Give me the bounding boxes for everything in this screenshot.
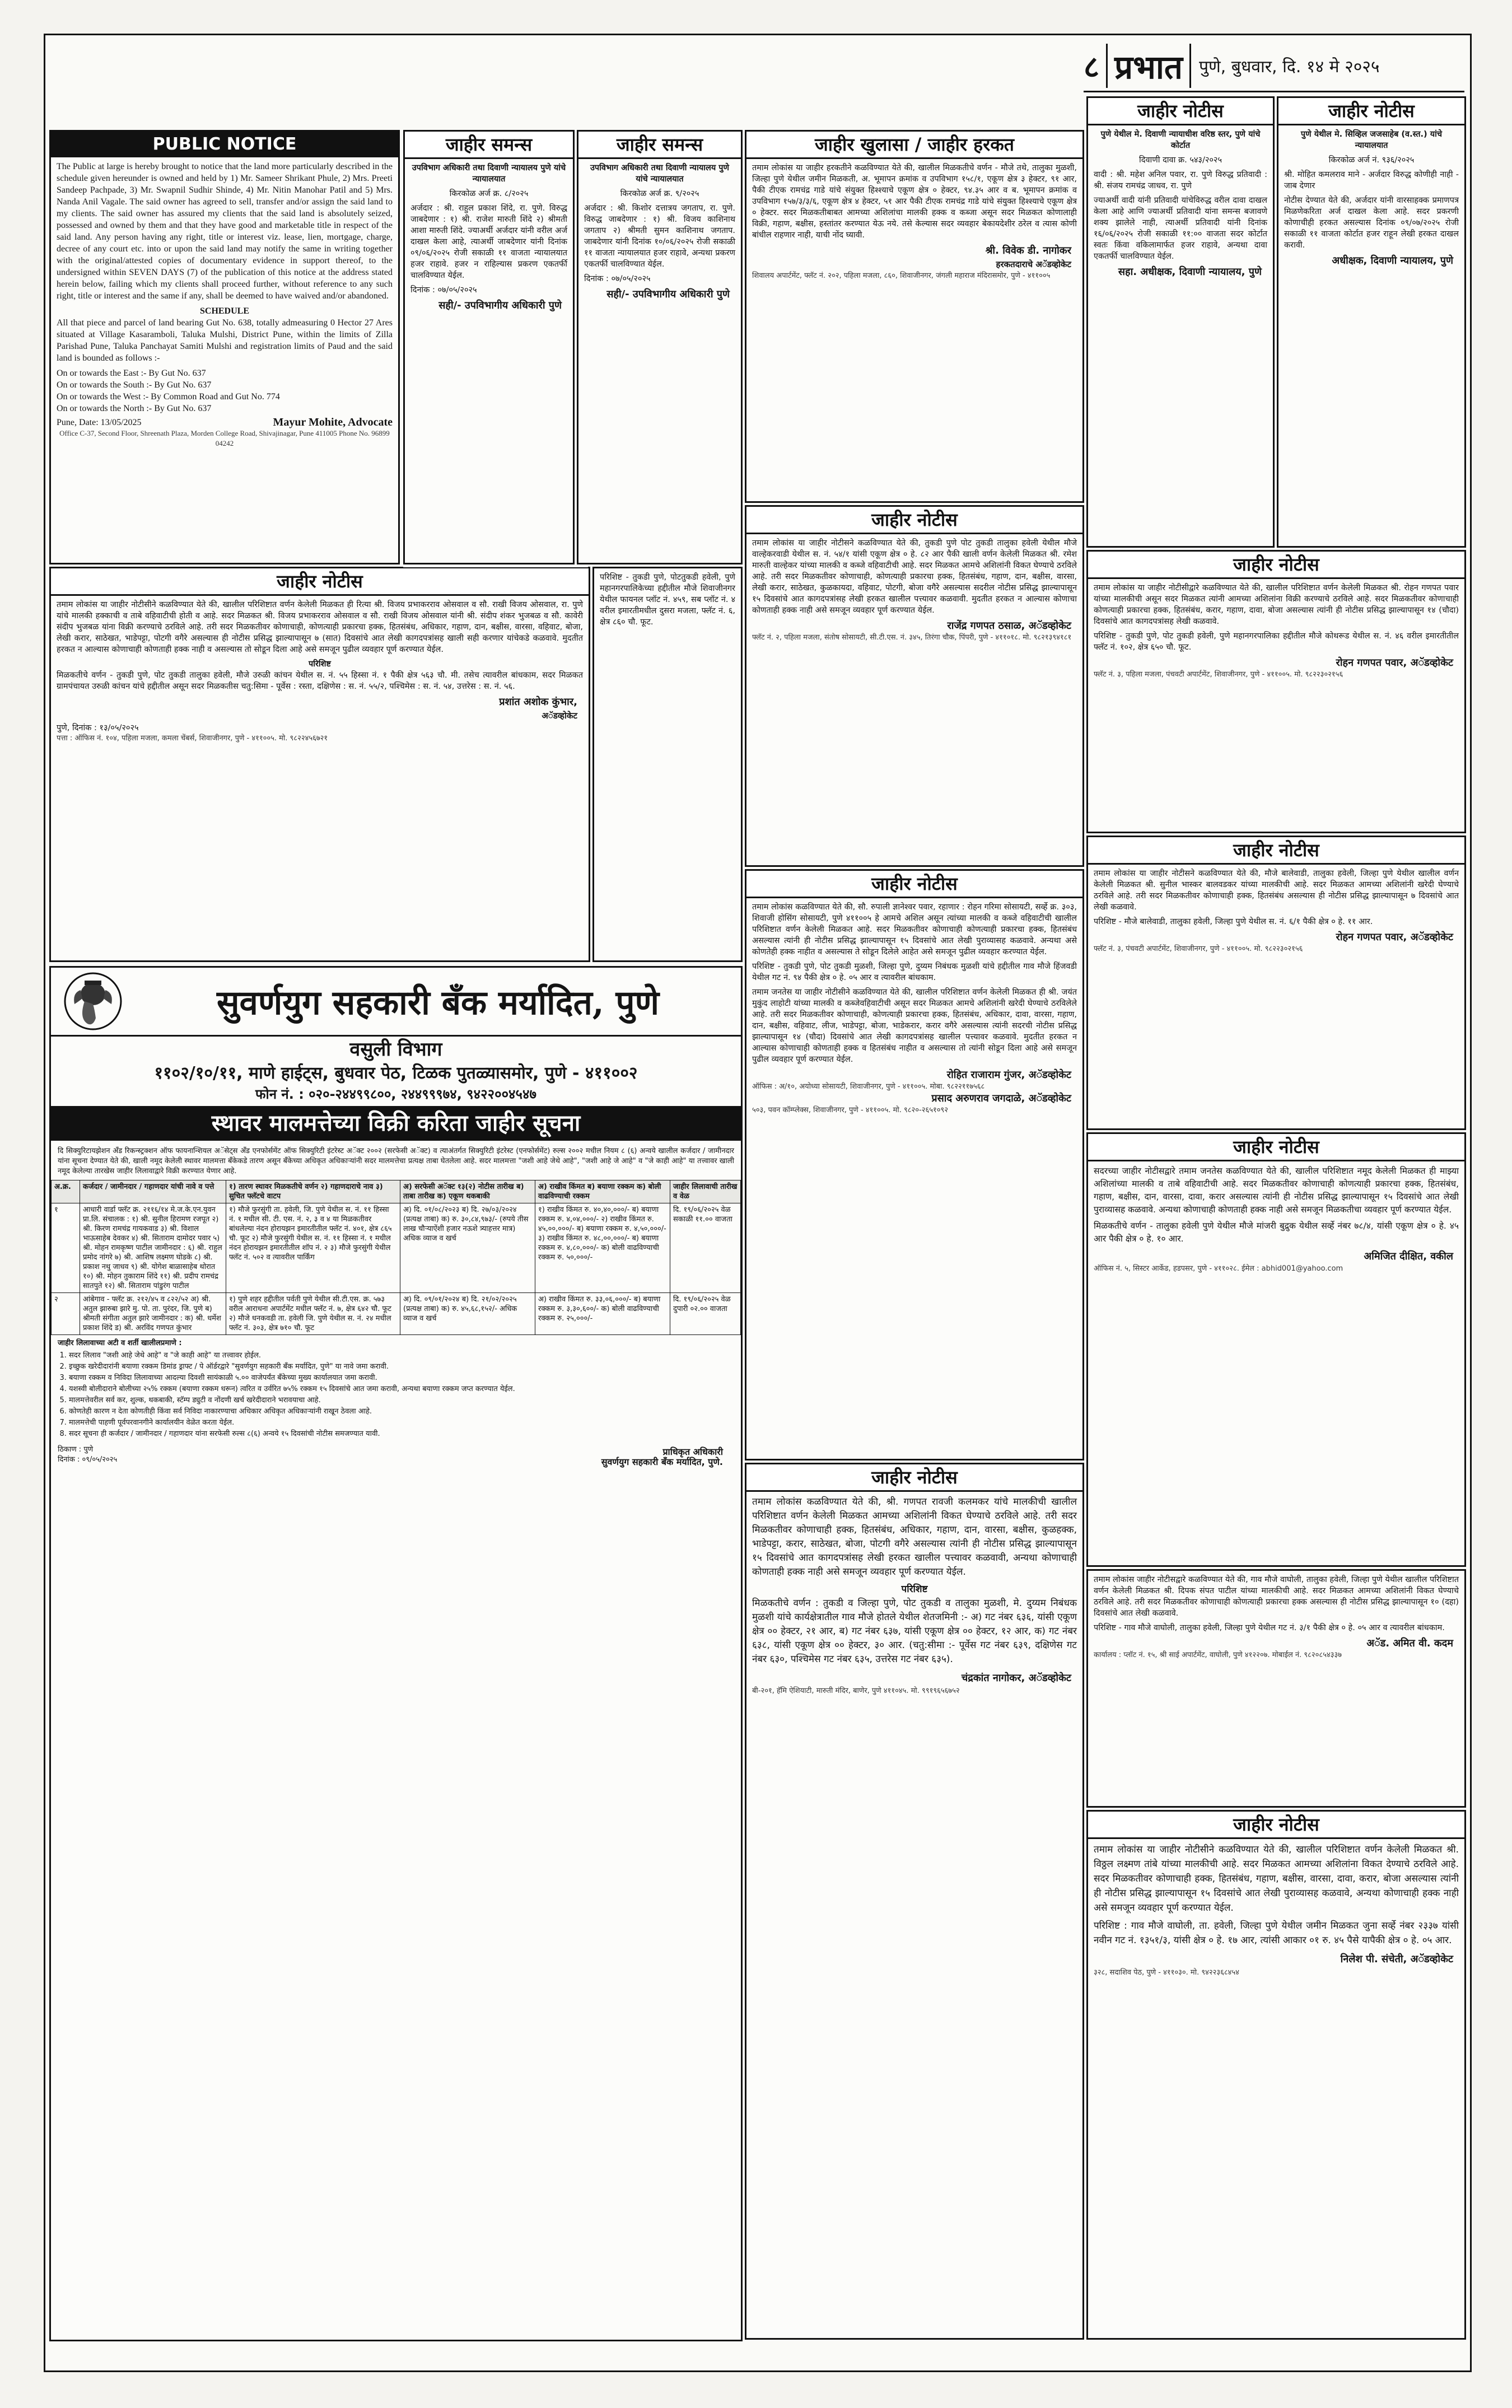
notice-r2 — [1277, 96, 1466, 548]
notice-5-heading: जाहीर नोटीस — [746, 871, 1082, 898]
notice-r7-signer: निलेश पी. संचेती, अॅडव्होकेट — [1340, 1953, 1453, 1965]
notice-r7-body — [1088, 1839, 1464, 1981]
notice-1-signer: प्रशांत अशोक कुंभार, — [499, 696, 577, 708]
masthead — [1084, 40, 1464, 92]
bank-phone: फोन नं. : ०२०-२४४९९८००, २४४९९९७४, ९४२२००४५४७ — [255, 1086, 536, 1102]
term-item: 8. सदर सूचना ही कर्जदार / जामीनदार / गहाणदार यांना सरफेसी रुल्स ८(६) अन्वये १५ दिवसांची नोटीस समजण्यात यावी. — [69, 1429, 734, 1439]
bank-department: वसुली विभाग — [349, 1038, 442, 1061]
notice-r2-sign: अधीक्षक, दिवाणी न्यायालय, पुणे — [1332, 255, 1453, 267]
table-row — [52, 1203, 741, 1293]
notice-r2-heading: जाहीर नोटीस — [1278, 98, 1464, 125]
bank-name: सुवर्णयुग सहकारी बँक मर्यादित, पुणे — [216, 983, 660, 1023]
row-no: २ — [52, 1293, 80, 1335]
notice-6-address: बी-२०१, हॅमि ऐशियाटी, मारुती मंदिर, बाणेर, पुणे ४११०४५. मो. ९९१९६५६७५२ — [752, 1687, 960, 1695]
advocate-name: Mayur Mohite, Advocate — [273, 416, 393, 428]
summons-2-court: उपविभाग अधिकारी तथा दिवाणी न्यायालय पुणे यांचे न्यायालयात — [590, 164, 730, 184]
col-header: अ) राखीव किंमत ब) बयाणा रक्कम क) बोली वाढविण्याची रक्कम — [535, 1180, 670, 1203]
summons-1-court: उपविभाग अधिकारी तथा दिवाणी न्यायालय पुणे यांचे न्यायालयात — [412, 164, 566, 184]
notice-2-side-body — [594, 568, 741, 634]
bank-notice-title: स्थावर मालमत्तेच्या विक्री करिता जाहीर सूचना — [51, 1106, 741, 1141]
notice-r5-text: सदरच्या जाहीर नोटीसद्वारे तमाम जनतेस कळविण्यात येते की, खालील परिशिष्टात नमूद केलेली मिळकत ही माझ्या अशिलांच्या मालकी व ताबे वहिवाटीची आहे. सदर मिळकतीवर कोणाचाही कोणत्याही प्रकारचा हक्क, हितसंबंध, गहाण, बक्षीस, दान, वारसा, दावा, करार असल्यास त्यांनी ही नोटीस प्रसिद्ध झाल्यापासून १५ दिवसांचे आत लेखी पुराव्यासह कळवावे. अन्यथा कोणाचाही कोणताही हक्क नाही असे समजून मिळकतीचा व्यवहार पूर्ण करण्यात येईल. — [1094, 1166, 1459, 1215]
schedule-title: SCHEDULE — [199, 306, 250, 316]
notice-r3-signer: रोहन गणपत पवार, अॅडव्होकेट — [1336, 657, 1453, 669]
notice-r2-parties: श्री. मोहित कमलराव माने - अर्जदार विरुद्ध कोणीही नाही - जाब देणार — [1284, 170, 1459, 190]
notice-4 — [745, 505, 1084, 867]
notice-r3-text: तमाम लोकांस या जाहीर नोटीसीद्वारे कळविण्यात येते की, खालील परिशिष्टात वर्णन केलेली मिळकत श्री. रोहन गणपत पवार यांच्या मालकीची असून सदर मिळकत त्यांनी आमच्या अशिलांना विक्री करण्याचे ठरविले आहे. सदर मिळकतीवर कोणाचाही कोणत्याही प्रकारचा हक्क, हितसंबंध, करार, गहाण, दावा, बोजा असल्यास त्यांनी ही नोटीस प्रसिद्ध झाल्यापासून १४ (चौदा) दिवसांचे आत कागदपत्रांसह लेखी कळवावे. — [1094, 584, 1459, 626]
summons-2-heading: जाहीर समन्स — [578, 132, 741, 159]
notice-2-signer: रोहित राजाराम गुंजर, अॅडव्होकेट — [946, 1069, 1071, 1081]
notice-6 — [745, 1463, 1084, 2340]
summons-1-heading: जाहीर समन्स — [405, 132, 573, 159]
notice-r3-heading: जाहीर नोटीस — [1088, 552, 1464, 579]
notice-r2-text: नोटीस देण्यात येते की, अर्जदार यांनी वारसाहक्क प्रमाणपत्र मिळणेकरिता अर्ज दाखल केला आहे. सदर प्रकरणी कोणाचीही हरकत असल्यास दिनांक ०९/०७/२०२५ रोजी सकाळी ११ वाजता कोर्टात हजर राहून लेखी हरकत दाखल करावी. — [1284, 196, 1459, 250]
notice-r1-parties: वादी : श्री. महेश अनिल पवार, रा. पुणे विरुद्ध प्रतिवादी : श्री. संजय रामचंद्र जाधव, रा. पुणे — [1094, 170, 1267, 190]
notice-r5-body — [1088, 1161, 1464, 1277]
table-row — [52, 1293, 741, 1335]
notice-5 — [745, 869, 1084, 1460]
term-item: 4. यशस्वी बोलीदाराने बोलीच्या २५% रक्कम (बयाणा रक्कम धरून) त्वरित व उर्वरित ७५% रक्कम १५ दिवसांचे आत जमा करावी, अन्यथा बयाणा रक्कम जप्त करण्यात येईल. — [69, 1384, 734, 1394]
bank-intro: दि सिक्युरिटायझेशन अँड रिकन्स्ट्रक्शन ऑफ फायनान्शियल अॅसेट्स अँड एनफोर्समेंट ऑफ सिक्युरिटी इंटरेस्ट अॅक्ट २००२ (सरफेसी अॅक्ट) व त्याअंतर्गत सिक्युरिटी इंटरेस्ट (एनफोर्समेंट) रुल्स २००२ मधील नियम ८ (६) अन्वये खालील कर्जदार / जामीनदार यांना सूचना देण्यात येते की, खाली नमूद केलेली स्थावर मालमत्ता बँकेकडे तारण असून बँकेच्या अधिकृत अधिकाऱ्यांनी सदर मालमत्तेचा प्रत्यक्ष ताबा घेतलेला आहे. सदर मालमत्ता "जशी आहे जेथे आहे", "जशी आहे जे आहे" व "जे काही आहे" या तत्त्वावर खाली नमूद केलेल्या तारखेस जाहीर लिलावाद्वारे विक्री करण्यात येणार आहे. — [58, 1147, 735, 1175]
summons-2-case: किरकोळ अर्ज क्र. ९/२०२५ — [620, 189, 699, 198]
notice-r1-court: पुणे येथील मे. दिवाणी न्यायाधीश वरिष्ठ स्तर, पुणे यांचे कोर्टात — [1100, 130, 1261, 150]
notice-r3 — [1086, 550, 1466, 833]
notice-r5-signer: अमिजित दीक्षित, वकील — [1364, 1250, 1453, 1262]
row-property: १) पुणे शहर हद्दीतील पर्वती पुणे येथील सी.टी.एस. क्र. ५७३ वरील आराधना अपार्टमेंट मधील फ्लॅट नं. ७, क्षेत्र ६४२ चौ. फूट २) मौजे धनकवडी ता. हवेली जि. पुणे येथील स. नं. २४ मधील फ्लॅट नं. ३०३, क्षेत्र ७१० चौ. फूट — [226, 1293, 400, 1335]
notice-r7-heading: जाहीर नोटीस — [1088, 1812, 1464, 1839]
notice-4-address: फ्लॅट नं. २, पहिला मजला, संतोष सोसायटी, सी.टी.एस. नं. ३४५, तिरंगा चौक, पिंपरी, पुणे - ४११०१८. मो. ९८२१३९४१८१ — [752, 633, 1072, 642]
notice-2-address: ऑफिस : अ/१०, अयोध्या सोसायटी, शिवाजीनगर, पुणे - ४११००५. मोबा. ९८२२११७५६८ — [752, 1082, 985, 1091]
row-auction: दि. १९/०६/२०२५ वेळ सकाळी ११.०० वाजता — [670, 1203, 741, 1293]
notice-1-role: अॅडव्होकेट — [542, 711, 577, 721]
notice-1-date: पुणे, दिनांक : १३/०५/२०२५ — [57, 724, 139, 732]
notice-r4-body — [1088, 865, 1464, 958]
term-item: 5. मालमत्तेवरील सर्व कर, शुल्क, थकबाकी, स्टॅम्प ड्युटी व नोंदणी खर्च खरेदीदाराने भरावयाचा आहे. — [69, 1396, 734, 1406]
auction-table-header — [52, 1180, 741, 1203]
bank-title-row — [51, 968, 741, 1037]
notice-r7-text: तमाम लोकांस या जाहीर नोटीसीने कळविण्यात येते की, खालील परिशिष्टात वर्णन केलेली मिळकत श्री. विठ्ठल लक्ष्मण तांबे यांच्या मालकीची आहे. सदर मिळकत आमच्या अशिलांना विकत देण्याचे ठरविले आहे. सदर मिळकतीवर कोणाचाही हक्क, हितसंबंध, गहाण, बक्षीस, वारसा, दावा, करार, बोजा असल्यास त्यांनी ही नोटीस प्रसिद्ध झाल्यापासून १५ दिवसांचे आत लेखी पुराव्यासह कळवावे, अन्यथा कोणाचाही हक्क नाही असे समजून व्यवहार पूर्ण करण्यात येईल. — [1094, 1844, 1459, 1914]
public-notice-body — [51, 157, 398, 452]
row-notice: अ) दि. ०१/०८/२०२३ ब) दि. २७/०३/२०२४ (प्रत्यक्ष ताबा) क) रु. ३०,८४,९७३/- (रुपये तीस लाख चौऱ्याऐंशी हजार नऊशे त्र्याहत्तर मात्र) अधिक व्याज व खर्च — [400, 1203, 535, 1293]
public-notice-title: PUBLIC NOTICE — [51, 132, 398, 157]
summons-1-sign: सही/- उपविभागीय अधिकारी पुणे — [438, 300, 562, 311]
notice-3-text: तमाम लोकांस या जाहीर हरकतीने कळविण्यात येते की, खालील मिळकतीचे वर्णन - मौजे तथे, तालुका मुळशी, जिल्हा पुणे येथील जमीन मिळकती, अ. भूमापन क्रमांक व उपविभाग १५८/१, एकूण क्षेत्र ३ हेक्टर, ९१ आर, पैकी टीएक रामचंद्र गाडे यांचे संयुक्त हिश्श्याचे एकूण क्षेत्र ० हेक्टर, ९४.३५ आर व ब. भूमापन क्रमांक व उपविभाग १५७/३/३/६, एकूण क्षेत्र ४ हेक्टर, ५१ आर पैकी टीएक रामचंद्र गाडे यांचे संयुक्त हिश्श्याचे एकूण क्षेत्र ० हेक्टर. सदर मिळकतीबाबत आमच्या अशिलांचा मालकी हक्क व कब्जा असून सदर मिळकत कोणालाही विक्री, गहाण, बक्षीस, हस्तांतर करण्यात येऊ नये. तसे केल्यास सदर व्यवहार बेकायदेशीर ठरेल व त्यास कोणी बांधील राहणार नाही, याची नोंद घ्यावी. — [752, 164, 1077, 240]
notice-5-body — [746, 898, 1082, 1119]
notice-3-body — [746, 159, 1082, 284]
bound-east: On or towards the East :- By Gut No. 637 — [57, 368, 206, 378]
notice-6-heading: जाहीर नोटीस — [746, 1464, 1082, 1492]
notice-2-schedule: परिशिष्ट - तुकडी पुणे, पोटतुकडी हवेली, पुणे महानगरपालिकेच्या हद्दीतील मौजे शिवाजीनगर येथील फायनल प्लॉट नं. ४५९, सब प्लॉट नं. ४ वरील इमारतीमधील दुसरा मजला, फ्लॅट नं. ६, क्षेत्र ८६० चौ. फूट. — [600, 573, 735, 627]
notice-r3-body — [1088, 579, 1464, 683]
notice-2-text: तमाम जनतेस या जाहीर नोटीसीने कळविण्यात येते की, खालील परिशिष्टात वर्णन केलेली मिळकत ही श्री. जयंत मुकुंद लाहोटी यांच्या मालकी व कब्जेवहिवाटीची असून सदर मिळकत आमचे अशिलांनी खरेदी घेण्याचे ठरविलेले आहे. तरी सदर मिळकतीवर कोणाचाही, कोणत्याही प्रकारचा हक्क, हितसंबंध, अधिकार, दावा, वारसा, गहाण, दान, बक्षीस, वहिवाट, लीज, भाडेपट्टा, बोजा, भाडेकरार, करार वगैरे असल्यास त्यांनी सदरची नोटीस प्रसिद्ध झाल्यापासून १४ (चौदा) दिवसांचे आत लेखी कागदपत्रांसह खालील पत्त्यावर कळवावे. मुदतीत हरकत न आल्यास कोणाचाही कोणताही हक्क व हितसंबंध नाहीत व असल्यास तो त्यांनी सोडून दिला आहे असे समजून पुढील व्यवहार पूर्ण करण्यात येईल. — [752, 988, 1077, 1064]
notice-r4-signer: रोहन गणपत पवार, अॅडव्होकेट — [1336, 931, 1453, 943]
col-header: अ) सरफेसी अॅक्ट १३(२) नोटीस तारीख ब) ताबा तारीख क) एकूण थकबाकी — [400, 1180, 535, 1203]
notice-6-schedule: मिळकतीचे वर्णन : तुकडी व जिल्हा पुणे, पोट तुकडी व तालुका मुळशी, मे. दुय्यम निबंधक मुळशी यांचे कार्यक्षेत्रातील गाव मौजे होतले येथील शेतजमिनी :- अ) गट नंबर ६३६, यांसी एकूण क्षेत्र ०० हेक्टर, २१ आर, ब) गट नंबर ६३७, यांसी एकूण क्षेत्र ०० हेक्टर, १२ आर, क) गट नंबर ६३८, यांसी एकूण क्षेत्र ०० हेक्टर, ३० आर. (चतु:सीमा :- पूर्वेस गट नंबर ६३९, दक्षिणेस गट नंबर ६३०, पश्चिमेस गट नंबर ६३५, उत्तरेस गट नंबर ६३५). — [752, 1598, 1077, 1665]
notice-r4-text: तमाम लोकांस या जाहीर नोटीसने कळविण्यात येते की, मौजे बालेवाडी, तालुका हवेली, जिल्हा पुणे येथील खालील वर्णन केलेली मिळकत श्री. सुनील भास्कर बालवडकर यांच्या मालकीची आहे. सदर मिळकत आमच्या अशिलांनी खरेदी घेण्याचे ठरविले आहे. तरी सदर मिळकतीवर कोणाचाही हक्क, हितसंबंध असल्यास ही नोटीस प्रसिद्ध झाल्यापासून ७ दिवसांचे आत लेखी कळवावे. — [1094, 869, 1459, 912]
term-item: 2. इच्छुक खरेदीदारांनी बयाणा रक्कम डिमांड ड्राफ्ट / पे ऑर्डरद्वारे "सुवर्णयुग सहकारी बँक मर्यादित, पुणे" या नावे जमा करावी. — [69, 1362, 734, 1372]
notice-r4-address: फ्लॅट नं. ३, पंचवटी अपार्टमेंट, शिवाजीनगर, पुणे - ४११००५. मो. ९८२२३०२१५६ — [1094, 945, 1303, 953]
notice-5-address: ५०३, पवन कॉम्प्लेक्स, शिवाजीनगर, पुणे - ४११००५. मो. ९८२०-२६५१०९२ — [752, 1106, 949, 1114]
notice-r3-schedule: परिशिष्ट - तुकडी पुणे, पोट तुकडी हवेली, पुणे महानगरपालिका हद्दीतील मौजे कोथरूड येथील स. नं. ४६ वरील इमारतीतील फ्लॅट नं. १०२, क्षेत्र ६५० चौ. फूट. — [1094, 632, 1459, 652]
notice-r6-signer: अॅड. अमित वी. कदम — [1366, 1637, 1453, 1649]
notice-1-text: तमाम लोकांस या जाहीर नोटीसीने कळविण्यात येते की, खालील परिशिष्टात वर्णन केलेली मिळकत ही रित्या श्री. विजय प्रभाकरराव ओसवाल व सौ. राखी विजय ओसवाल, रा. पुणे यांचे मालकी हक्काची व ताबे वहिवाटीची होती व आहे. सदर मिळकत श्री. विजय प्रभाकरराव ओसवाल व सौ. राखी विजय ओसवाल यांनी श्री. संदीप शंकर भुजबळ व सौ. कावेरी संदीप भुजबळ यांना विक्री करण्याचे ठरविले आहे. तरी सदर मिळकतीवर कोणाचाही, कोणत्याही प्रकारचा हक्क, हितसंबंध, अधिकार, गहाण, दान, बक्षीस, वारसा, वहिवाट, बोजा, लेखी करार, साठेखत, भाडेपट्टा, पोटगी वगैरे असल्यास ही नोटीस प्रसिद्ध झाल्यापासून ७ (सात) दिवसांचे आत लेखी कागदपत्रांसह खाली सही करणार यांचेकडे कळवावे. मुदतीत हरकत न आल्यास कोणाचाही कोणताही हक्क नाही व असल्यास तो सोडून दिला आहे असे समजून पुढील व्यवहार पूर्ण करण्यात येईल. — [57, 600, 583, 654]
notice-r1-text: ज्याअर्थी वादी यांनी प्रतिवादी यांचेविरुद्ध वरील दावा दाखल केला आहे आणि ज्याअर्थी प्रतिवादी यांना समन्स बजावणे शक्य झालेले नाही, त्याअर्थी प्रतिवादी यांनी दिनांक १६/०६/२०२५ रोजी सकाळी ११:०० वाजता सदर कोर्टात स्वतः किंवा वकिलामार्फत हजर राहावे, अन्यथा दावा एकतर्फी चालविण्यात येईल. — [1094, 196, 1267, 261]
row-borrower: आधारी वार्डा फ्लॅट क्र. २११६/१४ मे.ज.के.एन.युवन प्रा.लि. संचालक : १) श्री. सुनील हिरामण रजपूत २) श्री. किरण रामचंद्र गायकवाड ३) श्री. विशाल भाऊसाहेब देवकर ४) श्री. सिताराम दामोदर पवार ५) श्री. मोहन रामकृष्ण पाटील जामीनदार : ६) श्री. राहुल प्रमोद नांगरे ७) श्री. आशिष लक्ष्मण घोडके ८) श्री. प्रकाश नथु जाधव ९) श्री. योगेश बाळासाहेब थोरात १०) श्री. मोहन तुकाराम शिंदे ११) श्री. प्रदीप रामचंद्र सातपुते १२) श्री. सिताराम पांडुरंग पाटील — [80, 1203, 226, 1293]
summons-1 — [403, 130, 575, 564]
summons-1-body — [405, 159, 573, 319]
row-no: १ — [52, 1203, 80, 1293]
notice-6-body — [746, 1492, 1082, 1700]
summons-2-body — [578, 159, 741, 308]
row-notice: अ) दि. ०९/०१/२०२४ ब) दि. २१/०२/२०२५ (प्रत्यक्ष ताबा) क) रु. ४५,६८,१५२/- अधिक व्याज व खर्च — [400, 1293, 535, 1335]
notice-1-schedule-title: परिशिष्ट — [308, 660, 331, 669]
notice-r7-schedule: परिशिष्ट : गाव मौजे वाघोली, ता. हवेली, जिल्हा पुणे येथील जमीन मिळकत जुना सर्व्हे नंबर २३३७ यांसी नवीन गट नं. १३५१/३, यांसी क्षेत्र ० हे. १७ आर, त्यांसी आकार ०१ रु. ४५ पैसे यापैकी क्षेत्र ० हे. ०५ आर. — [1094, 1920, 1459, 1946]
notice-3-address: शिवालय अपार्टमेंट, फ्लॅट नं. २०२, पहिला मजला, ८६०, शिवाजीनगर, जंगली महाराज मंदिरासमोर, पुणे - ४११००५ — [752, 272, 1051, 280]
notice-r6-schedule: परिशिष्ट - गाव मौजे वाघोली, तालुका हवेली, जिल्हा पुणे येथील गट नं. ३/१ पैकी क्षेत्र ० हे. ०५ आर व त्यावरील बांधकाम. — [1094, 1623, 1445, 1632]
page-number: ८ — [1084, 49, 1100, 85]
notice-1-schedule: मिळकतीचे वर्णन - तुकडी पुणे, पोट तुकडी तालुका हवेली, मौजे उरुळी कांचन येथील स. नं. ५५ हिस्सा नं. १ पैकी क्षेत्र ५६३ चौ. मी. तसेच त्यावरील बांधकाम, सदर मिळकत ग्रामपंचायत उरुळी कांचन यांचे हद्दीतील असून सदर मिळकतीस चतु:सिमा - पूर्वेस : रस्ता, दक्षिणेस : स. नं. ५५/२, पश्चिमेस : स. नं. ५४, उत्तरेस : स. नं. ५६. — [57, 671, 583, 691]
notice-r2-body — [1278, 125, 1464, 271]
notice-r6-text: तमाम लोकांस जाहीर नोटीसद्वारे कळविण्यात येते की, गाव मौजे वाघोली, तालुका हवेली, जिल्हा पुणे येथील खालील परिशिष्टात वर्णन केलेली मिळकत श्री. दिपक संपत पाटील यांच्या मालकीची आहे. सदर मिळकत आमच्या अशिलांनी विकत घेण्याचे ठरविले आहे. तरी सदर मिळकतीवर कोणाचाही कोणत्याही प्रकारचा हक्क असल्यास ही नोटीस प्रसिद्ध झाल्यापासून १० (दहा) दिवसांचे आत लेखी कळवावे. — [1094, 1575, 1459, 1618]
notice-3-heading: जाहीर खुलासा / जाहीर हरकत — [746, 132, 1082, 159]
terms-title: जाहीर लिलावाच्या अटी व शर्ती खालीलप्रमाणे : — [58, 1339, 182, 1347]
term-item: 6. कोणतेही कारण न देता कोणतीही किंवा सर्व निविदा नाकारण्याचा अधिकार अधिकृत अधिकाऱ्यांनी राखून ठेवला आहे. — [69, 1407, 734, 1417]
bank-ganesh-logo-icon — [57, 970, 129, 1032]
notice-date: Pune, Date: 13/05/2025 — [57, 418, 142, 427]
notice-2-side — [592, 567, 743, 962]
notice-1-address: पत्ता : ऑफिस नं. १०४, पहिला मजला, कमला चेंबर्स, शिवाजीनगर, पुणे - ४११००५. मो. ९८२२४५६७२१ — [57, 734, 328, 743]
bank-address: ११०२/१०/११, माणे हाईट्स, बुधवार पेठ, टिळक पुतळ्यासमोर, पुणे - ४११००२ — [154, 1063, 638, 1083]
term-item: 1. सदर लिलाव "जशी आहे जेथे आहे" व "जे काही आहे" या तत्त्वावर होईल. — [69, 1351, 734, 1361]
row-reserve: १) राखीव किंमत रु. ४०,४०,०००/- ब) बयाणा रक्कम रु. ४,०४,०००/- २) राखीव किंमत रु. ४५,००,०००/- ब) बयाणा रक्कम रु. ४,५०,०००/- ३) राखीव किंमत रु. ४८,००,०००/- ब) बयाणा रक्कम रु. ४,८०,०००/- क) बोली वाढविण्याची रक्कम रु. ५०,०००/- — [535, 1203, 670, 1293]
bank-date: दिनांक : ०९/०५/२०२५ — [58, 1455, 118, 1464]
bound-west: On or towards the West :- By Common Road and Gut No. 774 — [57, 392, 280, 402]
col-header: १) तारण स्थावर मिळकतीचे वर्णन २) गहाणदाराचे नाव ३) सुचित फ्लॅटचे वाटप — [226, 1180, 400, 1203]
date-line: पुणे, बुधवार, दि. १४ मे २०२५ — [1198, 57, 1380, 77]
notice-r2-court: पुणे येथील मे. सिव्हिल जजसाहेब (व.स्त.) यांचे न्यायालयात — [1300, 130, 1443, 150]
notice-4-text: तमाम लोकांस या जाहीर नोटीसने कळविण्यात येते की, तुकडी पुणे पोट तुकडी तालुका हवेली येथील मौजे वाल्हेकरवाडी येथील स. नं. ५४/१ यांसी एकूण क्षेत्र ० हे. ८२ आर पैकी खाली वर्णन केलेली मिळकत श्री. रमेश मारुती वाल्हेकर यांच्या मालकी व कब्जे वहिवाटीची आहे. सदर मिळकत आमचे अशिलांनी विकत घेण्याचे ठरविले आहे. तरी सदर मिळकतीवर कोणाचाही, कोणत्याही प्रकारचा हक्क, हितसंबंध, गहाण, दान, बक्षीस, वारसा, लेखी करार, साठेखत, कुळकायदा, वहिवाट, पोटगी, बोजा वगैरे असल्यास सदरील नोटीस प्रसिद्ध झाल्यापासून १५ दिवसांचे आत कागदपत्रांसह लेखी हरकत खालील पत्त्यावर कळवावी. मुदतीत हरकत न आल्यास कोणाचा कोणताही हक्क नाही असे समजून व्यवहार पूर्ण करण्यात येईल. — [752, 539, 1077, 615]
advocate-address: Office C-37, Second Floor, Shreenath Plaza, Morden College Road, Shivajinagar, Pune 411005 Phone No. 96899 04242 — [59, 429, 390, 447]
notice-6-signer: चंद्रकांत नागोकर, अॅडव्होकेट — [961, 1672, 1071, 1684]
summons-1-text: अर्जदार : श्री. राहुल प्रकाश शिंदे, रा. पुणे. विरुद्ध जाबदेणार : १) श्री. राजेश मारुती शिंदे २) श्रीमती आशा मारुती शिंदे. ज्याअर्थी अर्जदार यांनी वरील अर्ज दाखल केला आहे, त्याअर्थी जाबदेणार यांनी दिनांक ०९/०६/२०२५ रोजी सकाळी ११ वाजता न्यायालयात हजर राहावे. हजर न राहिल्यास प्रकरण एकतर्फी चालविण्यात येईल. — [410, 204, 567, 280]
term-item: 3. बयाणा रक्कम व निविदा लिलावाच्या आदल्या दिवशी सायंकाळी ५.०० वाजेपर्यंत बँकेच्या मुख्य कार्यालयात जमा करावी. — [69, 1373, 734, 1383]
term-item: 7. मालमत्तेची पाहणी पूर्वपरवानगीने कार्यालयीन वेळेत करता येईल. — [69, 1418, 734, 1428]
bank-sign-title: प्राधिकृत अधिकारी — [662, 1446, 723, 1457]
notice-6-text: तमाम लोकांस कळविण्यात येते की, श्री. गणपत रावजी कलमकर यांचे मालकीची खालील परिशिष्टात वर्णन केलेली मिळकत आमच्या अशिलांनी विकत घेण्याचे ठरविले आहे. तरी सदर मिळकतीवर कोणाचाही हक्क, हितसंबंध, अधिकार, गहाण, दान, वारसा, बक्षीस, कुळहक्क, भाडेपट्टा, करार, साठेखत, बोजा, पोटगी वगैरे असल्यास त्यांनी ही नोटीस प्रसिद्ध झाल्यापासून १५ दिवसांचे आत कागदपत्रांसह लेखी हरकत खालील पत्त्यावर कळवावी, अन्यथा कोणाचाही कोणताही हक्क नाही असे समजून व्यवहार पूर्ण करण्यात येईल. — [752, 1496, 1077, 1578]
notice-1-body — [51, 596, 589, 747]
notice-r6 — [1086, 1569, 1466, 1808]
notice-r4-schedule: परिशिष्ट - मौजे बालेवाडी, तालुका हवेली, जिल्हा पुणे येथील स. नं. ६/१ पैकी क्षेत्र ० हे. ११ आर. — [1094, 917, 1373, 926]
notice-3-signer: श्री. विवेक डी. नागोकर — [985, 245, 1071, 256]
col-header: जाहीर लिलावाची तारीख व वेळ — [670, 1180, 741, 1203]
row-reserve: अ) राखीव किंमत रु. ३३,०६,०००/- ब) बयाणा रक्कम रु. ३,३०,६००/- क) बोली वाढविण्याची रक्कम रु. २५,०००/- — [535, 1293, 670, 1335]
notice-r5-schedule: मिळकतीचे वर्णन - तालुका हवेली पुणे येथील मौजे मांजरी बुद्रुक येथील सर्व्हे नंबर ७८/४, यांसी एकूण क्षेत्र ० हे. ४५ आर पैकी क्षेत्र ० हे. १० आर. — [1094, 1221, 1459, 1244]
notice-4-heading: जाहीर नोटीस — [746, 507, 1082, 534]
summons-2-text: अर्जदार : श्री. किशोर दत्तात्रय जगताप, रा. पुणे. विरुद्ध जाबदेणार : १) श्री. विजय काशिनाथ जगताप २) श्रीमती सुमन काशिनाथ जगताप. जाबदेणार यांनी दिनांक १०/०६/२०२५ रोजी सकाळी ११ वाजता न्यायालयात हजर राहावे, अन्यथा प्रकरण एकतर्फी चालविण्यात येईल. — [584, 204, 735, 269]
notice-r6-body — [1088, 1571, 1464, 1664]
row-borrower: आंबेगाव - फ्लॅट क्र. २१२/४५ व ८२२/५२ अ) श्री. अतुल झारुबा झारे मु. पो. ता. पुरंदर, जि. पुणे ब) श्रीमती संगीता अतुल झारे जामीनदार : क) श्री. धर्मेश प्रकाश शिंदे ड) श्री. अरविंद गणपत कुंभार — [80, 1293, 226, 1335]
notice-r1-heading: जाहीर नोटीस — [1088, 98, 1273, 125]
notice-r7 — [1086, 1810, 1466, 2340]
notice-r2-case: किरकोळ अर्ज नं. ९३६/२०२५ — [1328, 156, 1415, 165]
notice-r5 — [1086, 1132, 1466, 1567]
notice-4-signer: राजेंद्र गणपत ठसाळ, अॅडव्होकेट — [947, 620, 1071, 632]
notice-3 — [745, 130, 1084, 503]
notice-5-schedule: परिशिष्ट - तुकडी पुणे, पोट तुकडी मुळशी, जिल्हा पुणे, दुय्यम निबंधक मुळशी यांचे हद्दीतील गाव मौजे हिंजवडी येथील गट नं. ९४ पैकी क्षेत्र ० हे. ०५ आर व त्यावरील बांधकाम. — [752, 962, 1077, 982]
public-notice — [49, 130, 400, 564]
notice-r1-sign: सहा. अधीक्षक, दिवाणी न्यायालय, पुणे — [1118, 266, 1262, 278]
bound-north: On or towards the North :- By Gut No. 637 — [57, 404, 212, 413]
notice-r3-address: फ्लॅट नं. ३, पहिला मजला, पंचवटी अपार्टमेंट, शिवाजीनगर, पुणे - ४११००५. मो. ९८२२३०२१५६ — [1094, 670, 1343, 679]
notice-r5-address: ऑफिस नं. ५, सिस्टर आर्केड, हडपसर, पुणे - ४११०२८. ईमेल : abhid001@yahoo.com — [1094, 1264, 1343, 1273]
notice-r1-body — [1088, 125, 1273, 282]
row-auction: दि. १९/०६/२०२५ वेळ दुपारी ०२.०० वाजता — [670, 1293, 741, 1335]
notice-1-heading: जाहीर नोटीस — [51, 568, 589, 596]
notice-r4-heading: जाहीर नोटीस — [1088, 837, 1464, 865]
notice-4-body — [746, 534, 1082, 646]
public-notice-text: The Public at large is hereby brought to notice that the land more particularly described in the schedule given hereunder is owned and held by 1) Mr. Sameer Shrikant Phule, 2) Mrs. Preeti Sandeep Pachpade, 3) Mr. Swapnil Sudhir Shinde, 4) Mr. Nitin Manohar Patil and 5) Mrs. Nanda Anil Vagale. The said owner has agreed to sell, transfer and/or assign the said land to my clients. The said owner has assured my clients that the said land is absolutely seized, possessed and owned by them and that they have good and marketable title in respect of the said land. Any person having any right, title or interest viz. lease, lien, mortgage, charge, decree of any court etc. into or upon the said land may notify the same in writing together with the original/attested copies of documentary evidence in support thereof, to the undersigned within SEVEN DAYS (7) of the publication of this notice at the address stated herein below, failing which my clients shall proceed further, without reference to any such right, title or interest and the same if any, shall be deemed to have waived and/or abandoned. — [57, 162, 393, 301]
notice-1 — [49, 567, 590, 962]
summons-2-date: दिनांक : ०७/०५/२०२५ — [584, 274, 651, 283]
summons-2 — [577, 130, 743, 564]
bank-sale-notice — [49, 966, 743, 2341]
summons-1-date: दिनांक : ०७/०५/२०२५ — [410, 286, 477, 295]
notice-6-schedule-title: परिशिष्ट — [901, 1584, 928, 1595]
bound-south: On or towards the South :- By Gut No. 637 — [57, 380, 212, 390]
col-header: कर्जदार / जामीनदार / गहाणदार यांची नावे व पत्ते — [80, 1180, 226, 1203]
summons-1-case: किरकोळ अर्ज क्र. ८/२०२५ — [449, 189, 529, 198]
notice-r4 — [1086, 836, 1466, 1130]
notice-r6-address: कार्यालय : प्लॉट नं. १५, श्री साई अपार्टमेंट, वाघोली, पुणे ४१२२०७. मोबाईल नं. ९८२०८५४३३७ — [1094, 1651, 1342, 1659]
schedule-text: All that piece and parcel of land bearing Gut No. 638, totally admeasuring 0 Hector 27 Ares situated at Village Kasaramboli, Taluka Mulshi, District Pune, within the limits of Zilla Parishad Pune, Taluka Panchayat Samiti Mulshi and registration limits of Paud and the said land is bounded as follows :- — [57, 318, 393, 363]
notice-5-signer: प्रसाद अरुणराव जगदाळे, अॅडव्होकेट — [931, 1093, 1071, 1104]
notice-5-text: तमाम लोकांस कळविण्यात येते की, सौ. रुपाली ज्ञानेश्वर पवार, रहाणार : रोहन गरिमा सोसायटी, सर्व्हे क्र. ३०३, शिवाजी होसिंग सोसायटी, पुणे ४११००५ हे आमचे अशिल असून त्यांच्या मालकी व कब्जे वहिवाटीची खालील परिशिष्टात वर्णन केलेली मिळकत आहे. सदर मिळकतीवर कोणाचाही कोणत्याही प्रकारचा हक्क, हितसंबंध असल्यास त्यांनी ही नोटीस प्रसिद्ध झाल्यापासून १५ दिवसांचे आत लेखी पुराव्यासह कळवावे. अन्यथा असे कोणतेही हक्क नाहीत व असल्यास ते सोडून दिलेले आहेत असे समजून पुढील व्यवहार करण्यात येईल. — [752, 903, 1077, 956]
auction-terms — [51, 1335, 741, 1473]
newspaper-logo: प्रभात — [1106, 44, 1191, 88]
row-property: १) मौजे फुरसुंगी ता. हवेली, जि. पुणे येथील स. नं. ११ हिस्सा नं. १ मधील सी. टी. एस. नं. २, ३ व ४ या मिळकतीवर बांधलेल्या नंदन होरायझन इमारतीतील फ्लॅट नं. ४०१, क्षेत्र ८६५ चौ. फूट २) मौजे फुरसुंगी येथील स. नं. ११ हिस्सा नं. १ मधील नंदन होरायझन इमारतीतील शॉप नं. २ ३) मौजे फुरसुंगी येथील फ्लॅट नं. ५०२ व त्यावरील पार्किंग — [226, 1203, 400, 1293]
auction-table — [51, 1180, 741, 1335]
col-header: अ.क्र. — [52, 1180, 80, 1203]
notice-r1-case: दिवाणी दावा क्र. ५४३/२०२५ — [1138, 156, 1222, 165]
bank-sign-name: सुवर्णयुग सहकारी बँक मर्यादित, पुणे. — [601, 1457, 723, 1467]
bank-place: ठिकाण : पुणे — [58, 1445, 94, 1454]
notice-r5-heading: जाहीर नोटीस — [1088, 1134, 1464, 1161]
notice-r7-address: ३२८, सदाशिव पेठ, पुणे - ४११०३०. मो. ९४२२३६८४५४ — [1094, 1968, 1239, 1977]
notice-r1 — [1086, 96, 1275, 548]
notice-3-role: हरकतदाराचे अॅडव्होकेट — [996, 259, 1071, 269]
summons-2-sign: सही/- उपविभागीय अधिकारी पुणे — [606, 288, 730, 300]
